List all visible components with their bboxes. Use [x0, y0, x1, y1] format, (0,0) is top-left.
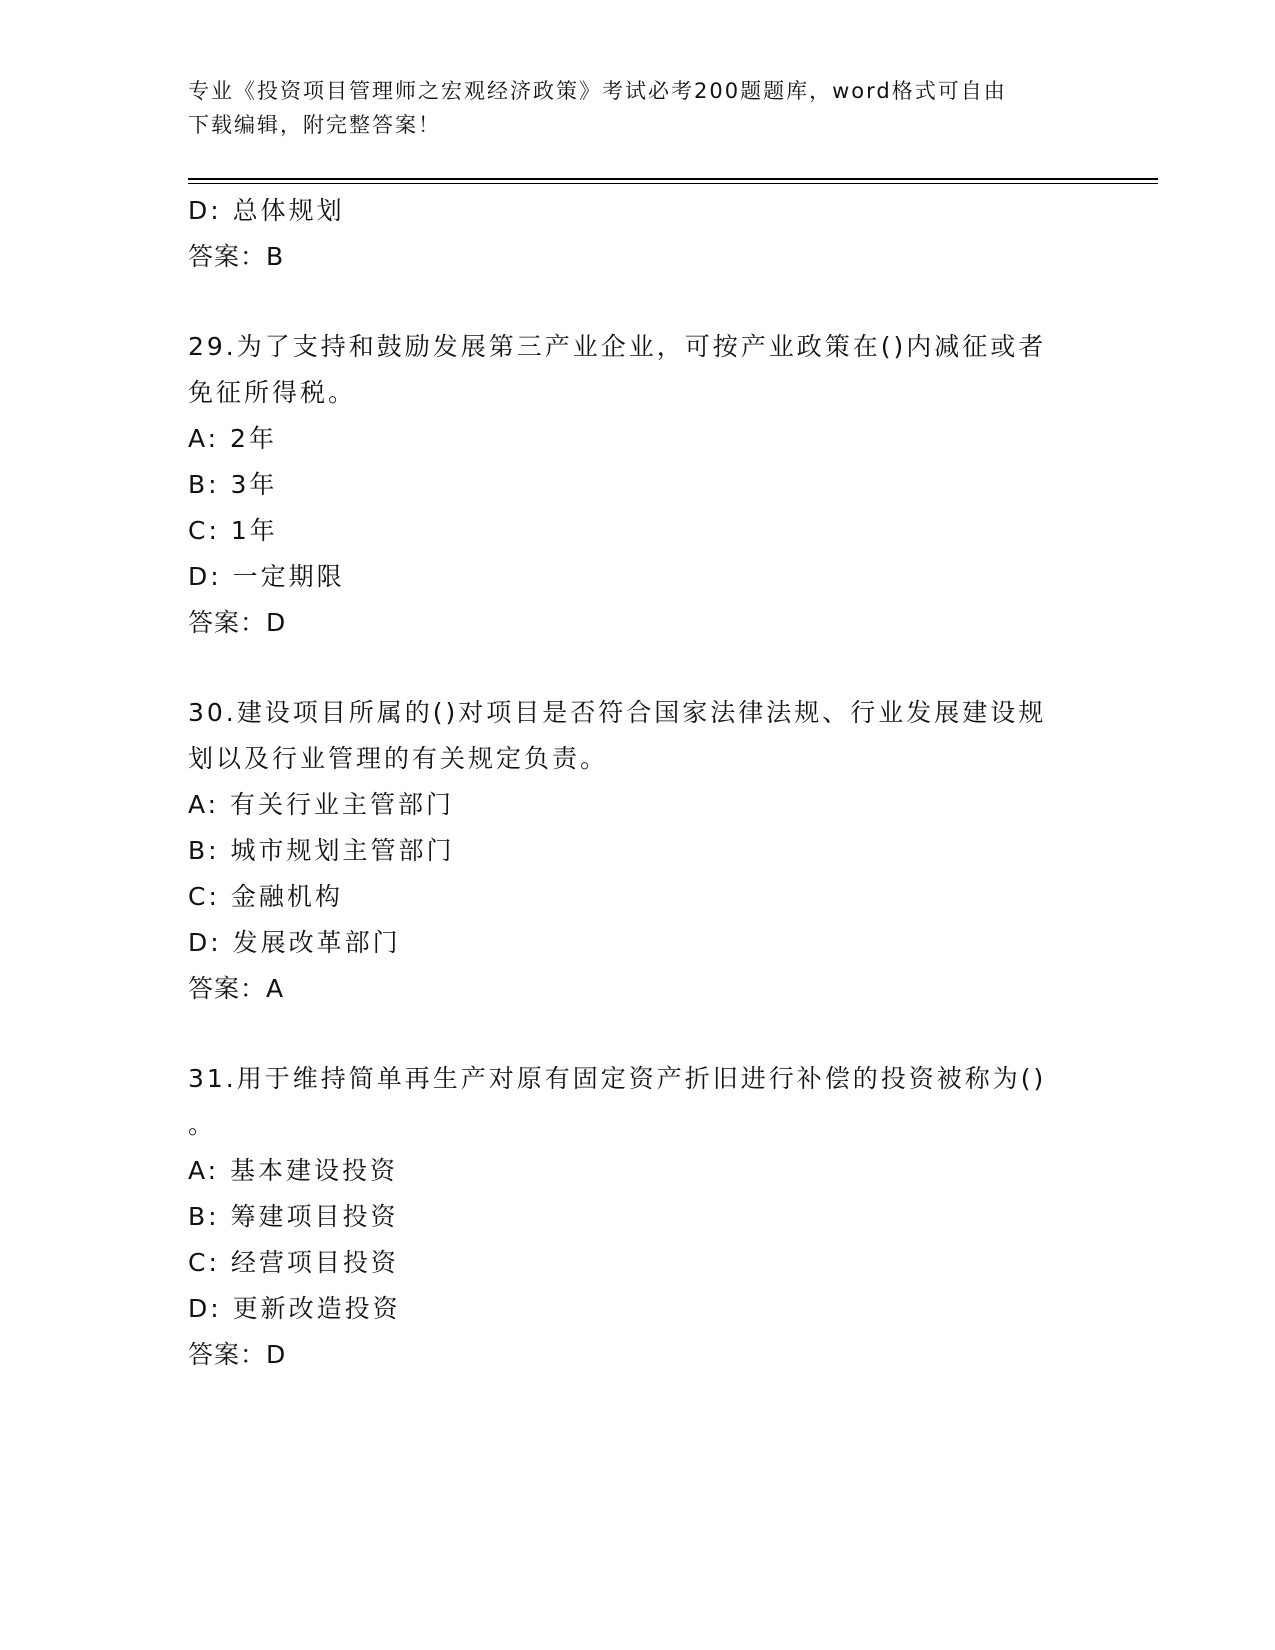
question-stem-line-2: 划以及行业管理的有关规定负责。: [188, 744, 609, 773]
header-line-2: 下载编辑，附完整答案！: [188, 113, 441, 137]
question-stem-line-2: 。: [188, 1110, 217, 1139]
answer-line: 答案：D: [188, 608, 287, 637]
question-stem-line-1: 29.为了支持和鼓励发展第三产业企业，可按产业政策在()内减征或者: [188, 332, 1047, 361]
document-header: [188, 74, 1088, 142]
question-stem-line-1: 30.建设项目所属的()对项目是否符合国家法律法规、行业发展建设规: [188, 698, 1047, 727]
question-stem-line-2: 免征所得税。: [188, 378, 357, 407]
option-b: B: 筹建项目投资: [188, 1202, 399, 1231]
answer-line: 答案：D: [188, 1340, 287, 1369]
question-31: [188, 1056, 1088, 1378]
question-stem-line-1: 31.用于维持简单再生产对原有固定资产折旧进行补偿的投资被称为(): [188, 1064, 1047, 1093]
header-line-1: 专业《投资项目管理师之宏观经济政策》考试必考200题题库，word格式可自由: [188, 79, 1007, 103]
option-d: D: 更新改造投资: [188, 1294, 401, 1323]
header-divider-thin: [188, 183, 1158, 184]
option-a: A: 基本建设投资: [188, 1156, 399, 1185]
document-body: [188, 188, 1088, 1378]
answer-line: 答案：B: [188, 242, 285, 271]
option-b: B: 3年: [188, 470, 278, 499]
previous-question-tail: [188, 188, 1088, 280]
option-c: C: 经营项目投资: [188, 1248, 399, 1277]
option-d: D: 总体规划: [188, 196, 345, 225]
option-d: D: 发展改革部门: [188, 928, 401, 957]
option-c: C: 1年: [188, 516, 278, 545]
question-30: [188, 690, 1088, 1012]
answer-line: 答案：A: [188, 974, 285, 1003]
header-divider-thick: [188, 178, 1158, 180]
option-c: C: 金融机构: [188, 882, 343, 911]
option-a: A: 有关行业主管部门: [188, 790, 455, 819]
question-29: [188, 324, 1088, 646]
option-d: D: 一定期限: [188, 562, 345, 591]
option-a: A: 2年: [188, 424, 277, 453]
option-b: B: 城市规划主管部门: [188, 836, 455, 865]
